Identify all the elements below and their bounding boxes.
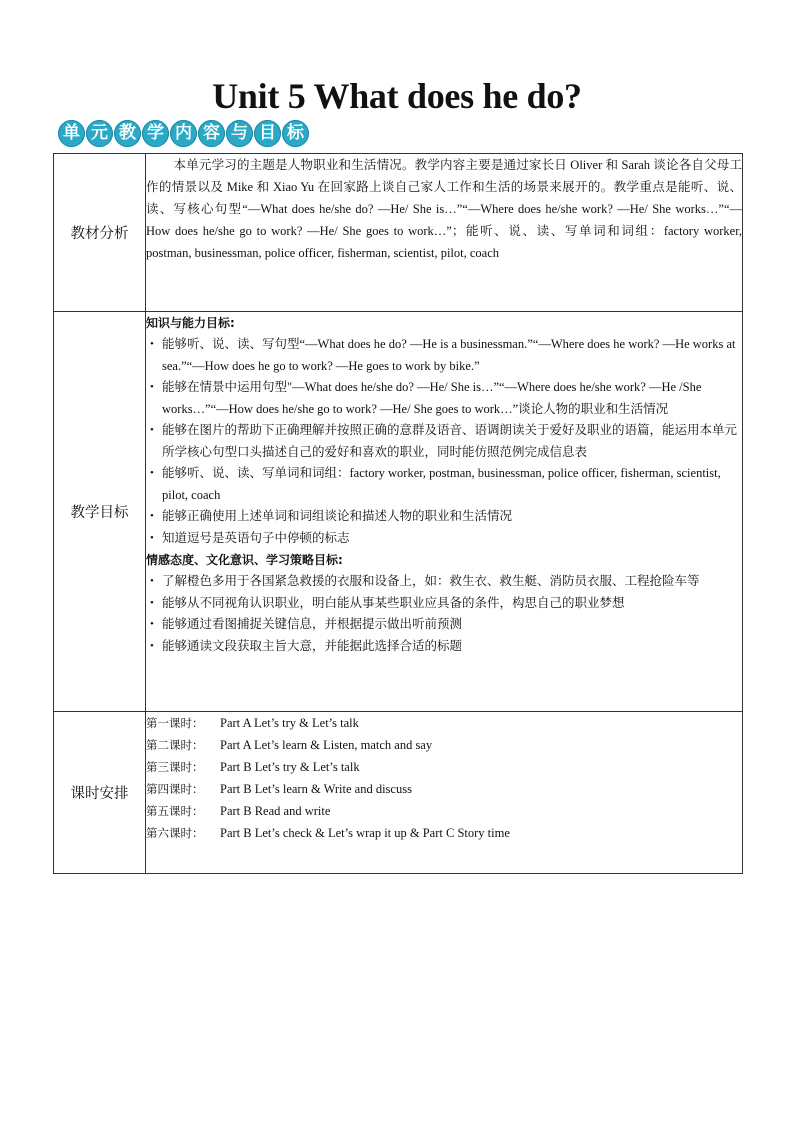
banner-char: 元 — [86, 120, 113, 147]
schedule-content — [146, 712, 743, 874]
lesson-number: 第六课时： — [146, 826, 204, 840]
lesson-topic: Part A Let’s learn & Listen, match and say — [220, 738, 433, 752]
lesson-number: 第三课时： — [146, 760, 204, 774]
banner-char: 目 — [254, 120, 281, 147]
lesson-topic: Part B Let’s learn & Write and discuss — [220, 782, 412, 796]
analysis-text: 本单元学习的主题是人物职业和生活情况。教学内容主要是通过家长日 Oliver 和 Sarah 谈论各自父母工作的情景以及 Mike 和 Xiao Yu 在回家路上谈自己家人工作和生活的场景来展开的。教学重点是能听、说、读、写核心句型“—What does he/she do? —He/ She is…”“—Where does he/she work? —He/ She works…”“—How does he/she go to work? —He/ She goes to work…”；能听、说、读、写单词和词组：factory worker, postman, businessman, police officer, fisherman, scientist, pilot, coach — [146, 158, 742, 260]
list-item: • 能够正确使用上述单词和词组谈论和描述人物的职业和生活情况 — [146, 506, 742, 528]
list-item: • 能够听、说、读、写单词和词组：factory worker, postman, businessman, police officer, fisherman, scientist, pilot, coach — [146, 463, 742, 506]
schedule-item — [146, 756, 742, 778]
goals-label: 教学目标 — [54, 312, 146, 712]
lesson-topic: Part B Let’s check & Let’s wrap it up & Part C Story time — [220, 826, 510, 840]
analysis-label: 教材分析 — [54, 154, 146, 312]
schedule-label: 课时安排 — [54, 712, 146, 874]
analysis-row — [54, 154, 743, 312]
banner-char: 标 — [282, 120, 309, 147]
lesson-number: 第四课时： — [146, 782, 204, 796]
analysis-content — [146, 154, 743, 312]
schedule-item — [146, 734, 742, 756]
list-item: • 能够在图片的帮助下正确理解并按照正确的意群及语音、语调朗读关于爱好及职业的语篇，能运用本单元所学核心句型口头描述自己的爱好和喜欢的职业，同时能仿照范例完成信息表 — [146, 420, 742, 463]
list-item: • 了解橙色多用于各国紧急救援的衣服和设备上，如：救生衣、救生艇、消防员衣服、工程抢险车等 — [146, 571, 742, 593]
schedule-item — [146, 800, 742, 822]
schedule-item — [146, 778, 742, 800]
list-item: • 能够通过看图捕捉关键信息，并根据提示做出听前预测 — [146, 614, 742, 636]
banner-char: 单 — [58, 120, 85, 147]
list-item: • 能够从不同视角认识职业，明白能从事某些职业应具备的条件，构思自己的职业梦想 — [146, 593, 742, 615]
goals-knowledge-list — [146, 334, 742, 549]
section-banner — [58, 120, 310, 150]
lesson-topic: Part B Let’s try & Let’s talk — [220, 760, 360, 774]
banner-char: 学 — [142, 120, 169, 147]
list-item: • 能够通读文段获取主旨大意，并能据此选择合适的标题 — [146, 636, 742, 658]
list-item: • 能够在情景中运用句型"—What does he/she do? —He/ She is…”“—Where does he/she work? —He /She works…”“—How does he/she go to work? —He/ She goes to work…”谈论人物的职业和生活情况 — [146, 377, 742, 420]
lesson-number: 第一课时： — [146, 716, 204, 730]
unit-plan-table — [53, 153, 743, 874]
goals-content — [146, 312, 743, 712]
banner-char: 内 — [170, 120, 197, 147]
lesson-number: 第五课时： — [146, 804, 204, 818]
banner-char: 与 — [226, 120, 253, 147]
schedule-item — [146, 712, 742, 734]
lesson-topic: Part A Let’s try & Let’s talk — [220, 716, 359, 730]
schedule-item — [146, 822, 742, 844]
page-title: Unit 5 What does he do? — [212, 76, 582, 116]
list-item: • 能够听、说、读、写句型“—What does he do? —He is a businessman.”“—Where does he work? —He works at sea.”“—How does he go to work? —He goes to work by bike.” — [146, 334, 742, 377]
banner-char: 教 — [114, 120, 141, 147]
banner-char: 容 — [198, 120, 225, 147]
goals-heading-attitude: 情感态度、文化意识、学习策略目标: — [146, 553, 343, 567]
lesson-number: 第二课时： — [146, 738, 204, 752]
list-item: • 知道逗号是英语句子中停顿的标志 — [146, 528, 742, 550]
goals-heading-knowledge: 知识与能力目标: — [146, 316, 235, 330]
goals-attitude-list — [146, 571, 742, 657]
lesson-topic: Part B Read and write — [220, 804, 331, 818]
goals-row — [54, 312, 743, 712]
schedule-row — [54, 712, 743, 874]
